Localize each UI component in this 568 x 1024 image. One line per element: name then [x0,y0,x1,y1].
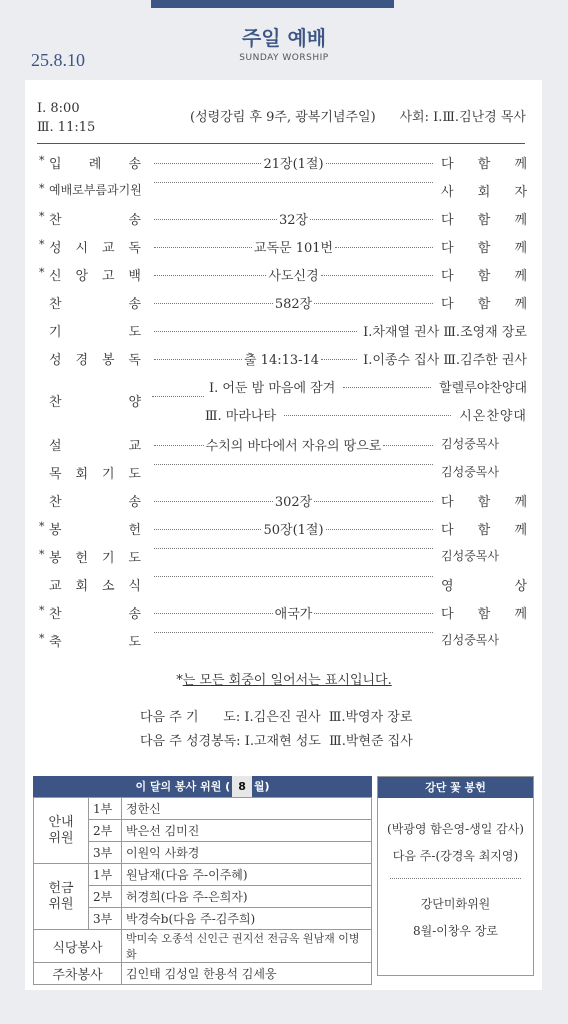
kitchen-label: 식당봉사 [34,930,122,963]
volunteer-box [33,776,372,985]
leader-dots [326,529,433,530]
anthem-choir-2: 시온찬양대 [459,409,527,424]
liturgical-info: (성령강림 후 9주, 광복기념주일) [190,110,376,125]
flower-divider [390,878,521,879]
order-leader: 사 회 자 [441,185,527,200]
order-leader: Ⅰ.이종수 집사 Ⅲ.김주한 권사 [363,353,527,368]
table-cell: 원남재(다음 주-이주혜) [122,864,372,886]
order-label: 목 회 기 도 [49,467,141,482]
order-label: 찬 송 [49,213,141,228]
flower-line-1: (박광영 함은영-생일 감사) [387,822,524,836]
leader-dots [154,303,273,304]
leader-dots [314,501,433,502]
anthem-row [37,373,527,429]
leader-dots [314,613,433,614]
standing-star: * [39,182,45,195]
page-title: 주일 예배 [241,26,327,50]
leader-dots [154,445,204,446]
order-label: 봉 헌 [49,523,141,538]
order-row [37,175,527,203]
parking-label: 주차봉사 [34,963,122,985]
leader-dots [152,396,204,397]
order-row [37,429,527,457]
leader-dots [154,247,252,248]
page-subtitle: SUNDAY WORSHIP [239,53,329,63]
table-row [34,864,372,886]
order-content: 32장 [278,213,309,228]
anthem-line-1 [209,377,527,396]
leader-dots [284,415,451,416]
order-content: 50장(1절) [263,523,324,538]
offering-label: 헌금 위원 [34,864,89,930]
order-row [37,147,527,175]
next-scripture-label: 다음 주 성경봉독: [140,734,241,749]
order-label: 성 시 교 독 [49,241,141,256]
standing-star: * [39,632,45,645]
standing-star: * [39,548,45,561]
order-row [37,457,527,485]
order-label: 찬 송 [49,607,141,622]
standing-star: * [39,238,45,251]
service-times [37,99,95,137]
order-label: 기 도 [49,325,141,340]
order-middle [152,463,435,464]
standing-star: * [39,210,45,223]
table-cell: 허경희(다음 주-은희자) [122,886,372,908]
table-row [34,798,372,820]
notice-star: * [176,673,183,688]
order-content: 21장(1절) [263,157,324,172]
flower-box [377,776,534,976]
order-label: 찬 송 [49,297,141,312]
leader-dots [154,576,433,577]
next-scripture-value: Ⅰ.고재현 성도 Ⅲ.박현준 집사 [244,734,413,749]
table-cell: 박은선 김미진 [122,820,372,842]
order-content: 출 14:13-14 [243,353,320,368]
leader-dots [321,275,433,276]
parking-names: 김인태 김성일 한용석 김세웅 [122,963,372,985]
order-content: 302장 [274,495,313,510]
table-cell: 2부 [89,820,122,842]
leader-dots [321,359,357,360]
volunteer-box-title [33,776,372,797]
table-cell: 3부 [89,908,122,930]
leader-dots [154,529,261,530]
order-middle [152,181,435,182]
service-time-3: Ⅲ. 11:15 [37,120,96,135]
standing-star: * [39,154,45,167]
ushers-label: 안내 위원 [34,798,89,864]
table-cell: 1부 [89,864,122,886]
divider [37,143,525,144]
order-leader: 다 함 께 [441,495,527,510]
flower-line-3: 강단미화위원 [420,897,491,911]
table-cell: 3부 [89,842,122,864]
order-middle [152,547,435,548]
order-row [37,541,527,569]
order-content: 582장 [274,297,313,312]
order-content: 수치의 바다에서 자유의 땅으로 [205,439,382,454]
leader-dots [335,247,433,248]
table-row [34,930,372,963]
next-scripture [140,730,413,749]
leader-dots [310,219,433,220]
leader-dots [326,163,433,164]
flower-line-2: 다음 주-(강경옥 최지영) [392,849,519,863]
order-middle [152,321,527,340]
order-label: 교 회 소 식 [49,579,141,594]
order-row [37,287,527,315]
volunteer-title-pre: 이 달의 봉사 위원 ( [135,780,231,793]
order-middle [152,209,435,228]
standing-star: * [39,604,45,617]
service-host: 사회: Ⅰ.Ⅲ.김난경 목사 [399,110,526,125]
standing-star: * [39,266,45,279]
order-label: 설 교 [49,439,141,454]
leader-dots [154,275,266,276]
order-leader: 다 함 께 [441,269,527,284]
order-leader: 다 함 께 [441,213,527,228]
kitchen-names: 박미숙 오종석 신인근 권지선 전금옥 원남재 이병화 [122,930,372,963]
order-content: 애국가 [274,607,313,622]
order-row [37,513,527,541]
order-row [37,625,527,653]
order-content: 사도신경 [268,269,319,284]
service-time-1: Ⅰ. 8:00 [37,101,80,116]
anthem-line-2 [205,405,527,424]
order-middle [152,519,435,538]
leader-dots [154,359,242,360]
order-leader: 김 성 중 목 사 [441,465,499,479]
order-label: 찬 송 [49,495,141,510]
table-cell: 박경숙b(다음 주-김주희) [122,908,372,930]
order-leader: 김 성 중 목 사 [441,549,499,563]
order-leader: 김 성 중 목 사 [441,633,499,647]
volunteer-table [33,797,372,985]
order-middle [152,265,435,284]
order-label: 봉 헌 기 도 [49,551,141,566]
order-row [37,259,527,287]
order-row [37,203,527,231]
notice-text: 는 모든 회중이 일어서는 표시입니다. [182,673,392,688]
table-cell: 이원익 사화경 [122,842,372,864]
anthem-choir-1: 할렐루야찬양대 [439,381,527,396]
table-row [34,963,372,985]
leader-dots [154,632,433,633]
top-accent-bar [151,0,394,8]
order-row [37,485,527,513]
leader-dots [314,303,433,304]
order-middle [152,349,527,368]
leader-dots [383,445,433,446]
order-leader: 영 상 [441,579,527,594]
order-label: 입 례 송 [49,157,141,172]
flower-box-title: 강단 꽃 봉헌 [378,777,533,798]
leader-dots [154,219,277,220]
order-middle [152,293,435,312]
order-leader: 다 함 께 [441,241,527,256]
order-middle [152,575,435,576]
next-prayer-value: Ⅰ.김은진 권사 Ⅲ.박영자 장로 [244,710,413,725]
anthem-label: 찬 양 [49,395,141,410]
anthem-song-2: Ⅲ. 마라나타 [205,409,277,424]
order-middle [152,631,435,632]
table-cell: 정한신 [122,798,372,820]
order-row [37,315,527,343]
order-label: 축 도 [49,635,141,650]
order-row [37,597,527,625]
order-label: 성 경 봉 독 [49,353,141,368]
service-date: 25.8.10 [31,50,85,70]
order-leader: 다 함 께 [441,157,527,172]
order-middle [152,237,435,256]
order-content: 교독문 101번 [253,241,334,256]
table-cell: 1부 [89,798,122,820]
table-cell: 2부 [89,886,122,908]
order-leader: Ⅰ.차재열 권사 Ⅲ.조영재 장로 [363,325,527,340]
order-label: 신 앙 고 백 [49,269,141,284]
standing-star: * [39,520,45,533]
volunteer-title-post: 월) [253,780,270,793]
flower-line-4: 8월-이창우 장로 [412,924,499,938]
order-label: 예 배 로 부 름 과 기 원 [49,183,142,197]
order-row [37,343,527,371]
anthem-song-1: Ⅰ. 어둔 밤 마음에 잠겨 [209,381,336,396]
order-row [37,231,527,259]
leader-dots [154,548,433,549]
order-middle [152,491,435,510]
leader-dots [154,464,433,465]
order-middle [152,153,435,172]
leader-dots [343,387,431,388]
order-leader: 김 성 중 목 사 [441,437,499,451]
order-middle [152,435,435,454]
next-prayer [140,706,412,725]
leader-dots [154,163,261,164]
next-prayer-label: 다음 주 기 도: [140,710,241,725]
leader-dots [154,501,273,502]
order-leader: 다 함 께 [441,523,527,538]
order-leader: 다 함 께 [441,297,527,312]
order-row [37,569,527,597]
order-middle [152,603,435,622]
volunteer-month: 8 [232,776,252,797]
leader-dots [154,182,433,183]
leader-dots [154,613,273,614]
leader-dots [154,331,357,332]
order-leader: 다 함 께 [441,607,527,622]
standing-notice [0,669,568,688]
